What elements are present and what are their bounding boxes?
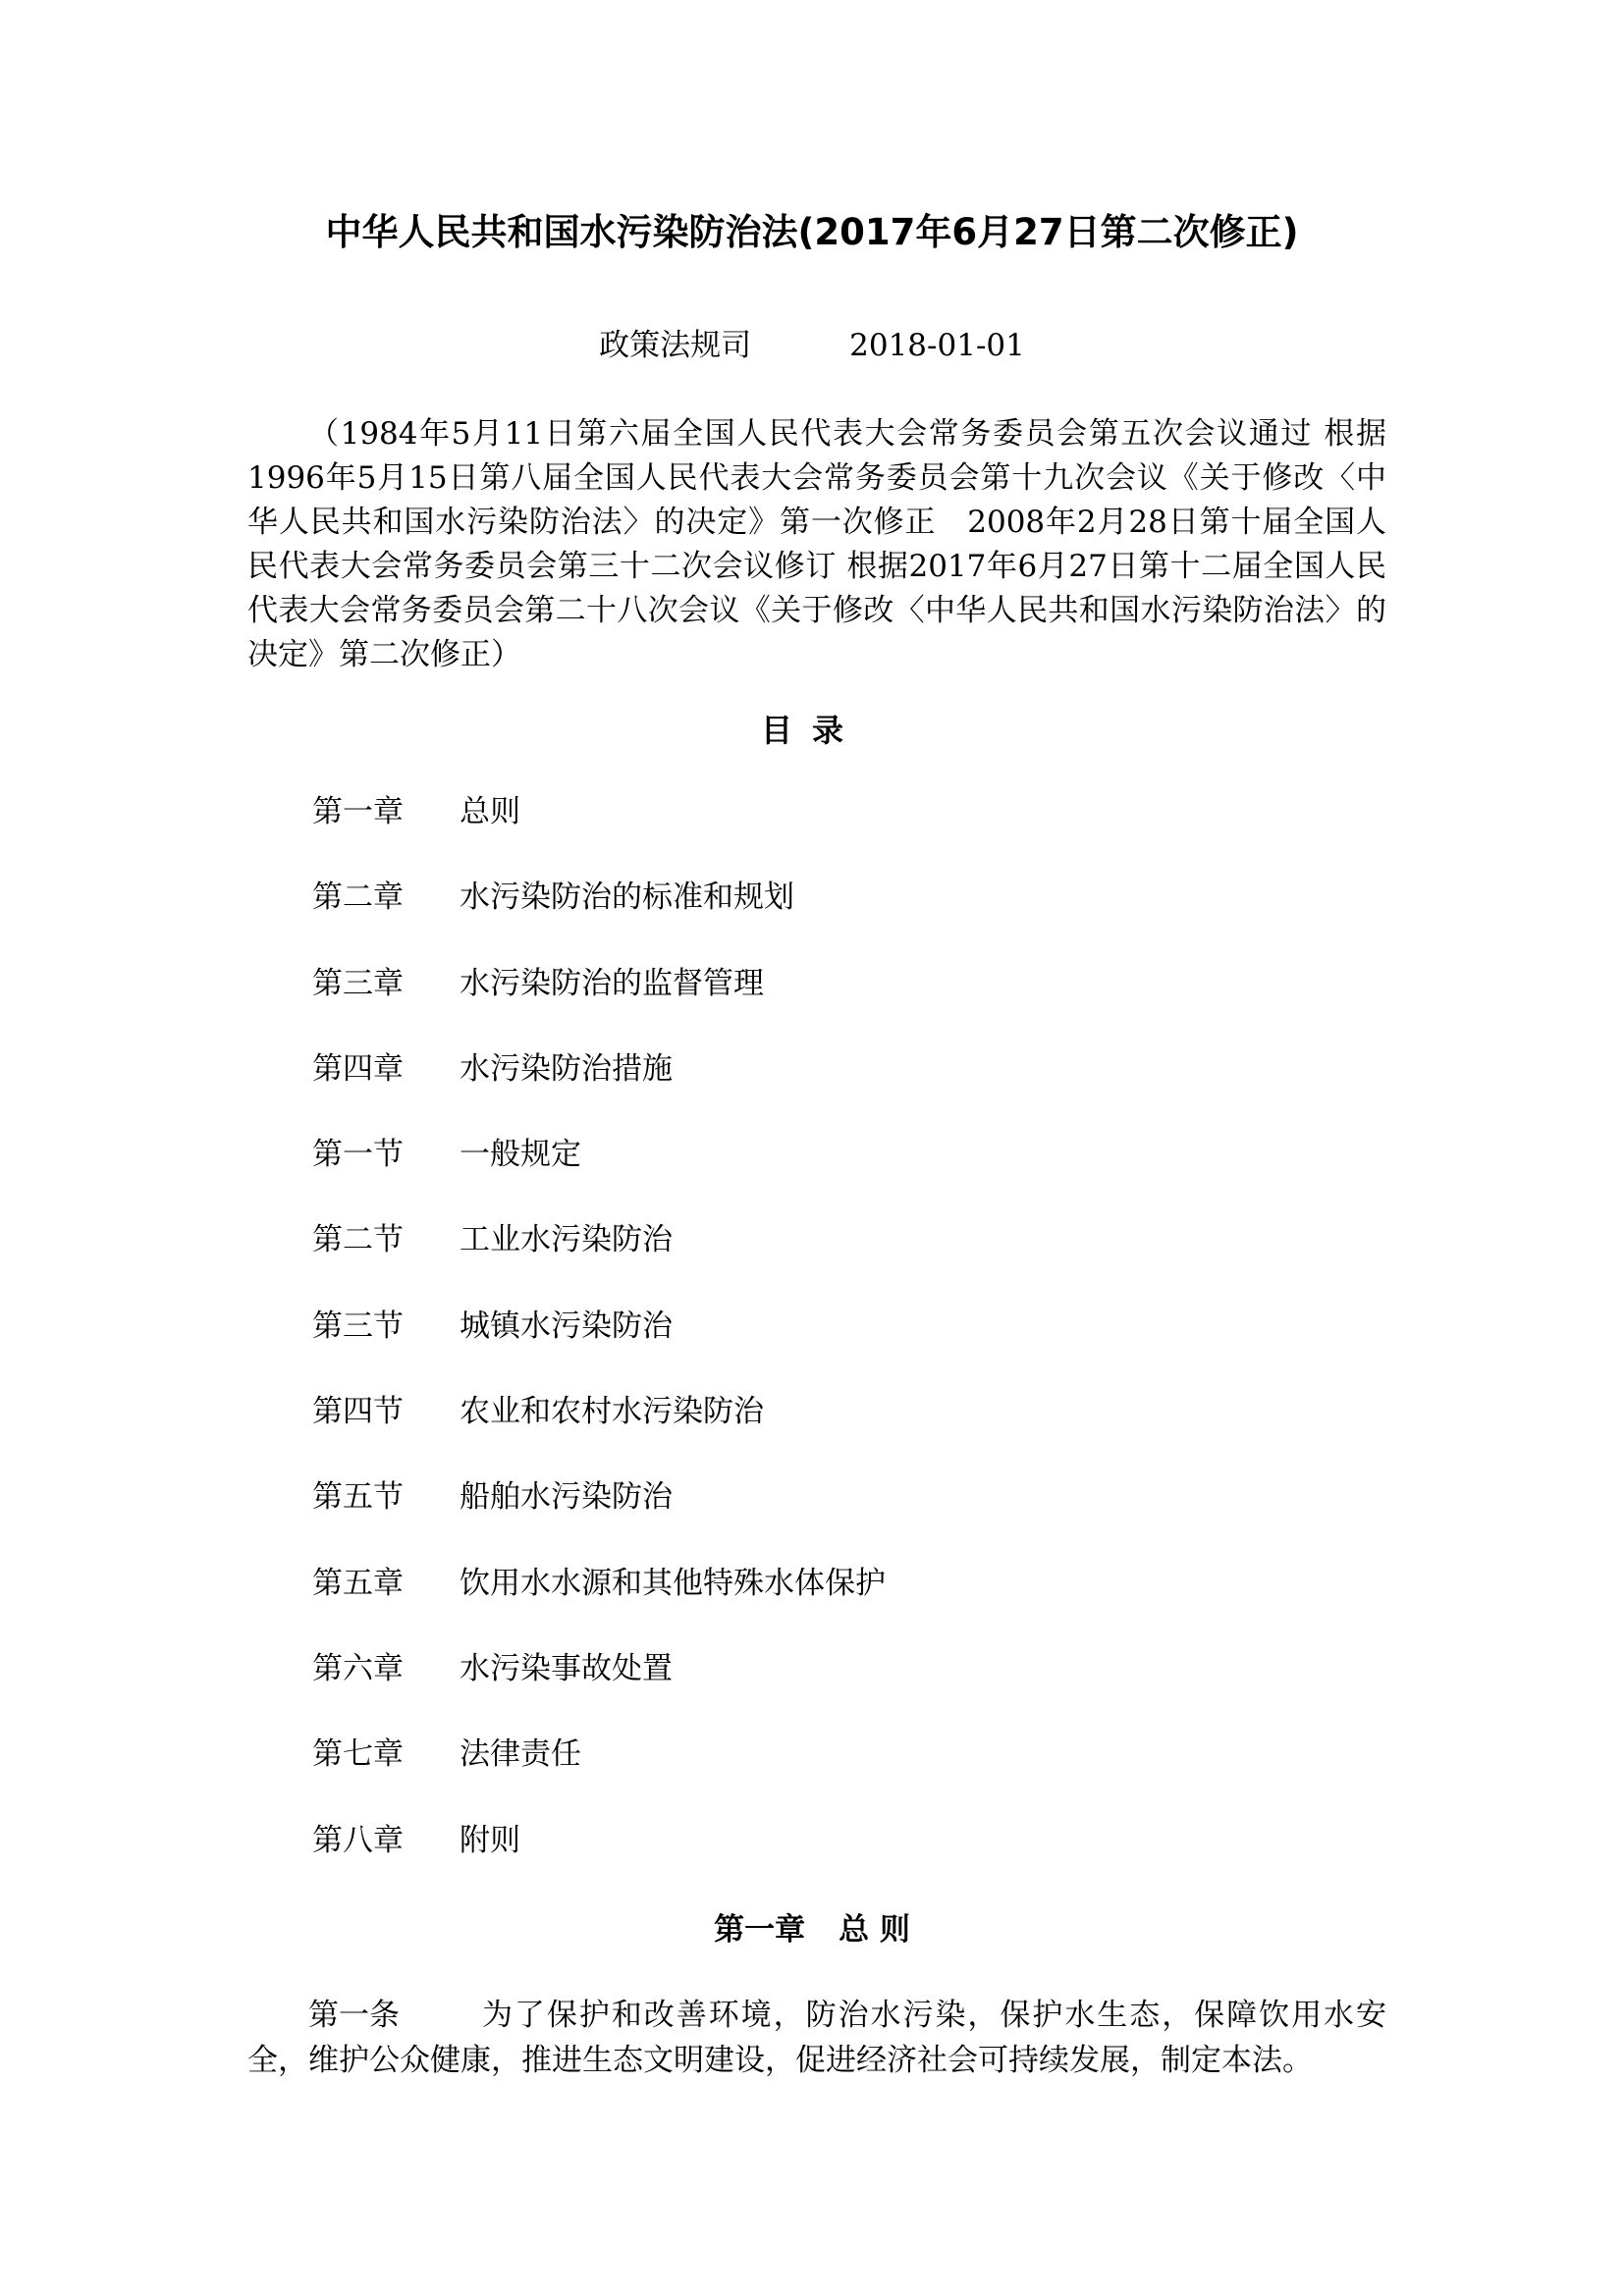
toc-item-label: 总则 bbox=[460, 794, 520, 829]
toc-item bbox=[312, 876, 1294, 961]
toc-item bbox=[312, 1562, 1294, 1647]
document-source: 政策法规司 bbox=[599, 328, 752, 363]
toc-item-label: 工业水污染防治 bbox=[460, 1222, 673, 1258]
toc-item-number: 第八章 bbox=[312, 1822, 404, 1858]
toc-item-number: 第一章 bbox=[312, 794, 404, 829]
toc-title: 目录 bbox=[760, 712, 863, 749]
toc-item bbox=[312, 1305, 1294, 1390]
chapter-number: 第一章 bbox=[714, 1912, 806, 1948]
toc-item-number: 第四章 bbox=[312, 1050, 404, 1087]
toc-item-number: 第七章 bbox=[312, 1736, 404, 1773]
amendment-history: （1984年5月11日第六届全国人民代表大会常务委员会第五次会议通过 根据1996年5月15日第八届全国人民代表大会常务委员会第十九次会议《关于修改〈中华人民共和国水污染防治法〉的决定》第一次修正 2008年2月28日第十届全国人民代表大会常务委员会第三十二次会议修订 根据2017年6月27日第十二届全国人民代表大会常务委员会第二十八次会议《关于修改〈中华人民共和国水污染防治法〉的决定》第二次修正） bbox=[247, 416, 1386, 672]
toc-item bbox=[312, 962, 1294, 1047]
toc-item-number: 第六章 bbox=[312, 1650, 404, 1686]
toc-item-label: 城镇水污染防治 bbox=[460, 1308, 673, 1344]
toc-item-label: 一般规定 bbox=[460, 1137, 581, 1173]
toc-item-label: 水污染防治措施 bbox=[460, 1050, 673, 1087]
toc-item-number: 第二节 bbox=[312, 1222, 404, 1258]
toc-item-label: 船舶水污染防治 bbox=[460, 1479, 673, 1516]
article-text: 为了保护和改善环境，防治水污染，保护水生态，保障饮用水安全，维护公众健康，推进生态文明建设，促进经济社会可持续发展，制定本法。 bbox=[247, 1998, 1386, 2078]
toc-item-number: 第五章 bbox=[312, 1565, 404, 1601]
toc-item-number: 第一节 bbox=[312, 1137, 404, 1173]
chapter-heading bbox=[0, 1908, 1624, 1951]
toc-item-label: 农业和农村水污染防治 bbox=[460, 1394, 764, 1430]
toc-item-label: 水污染防治的监督管理 bbox=[460, 965, 764, 1001]
toc-item bbox=[312, 1047, 1294, 1133]
toc-item-label: 法律责任 bbox=[460, 1736, 581, 1773]
toc-item-number: 第五节 bbox=[312, 1479, 404, 1516]
document-meta bbox=[0, 324, 1624, 367]
document-title: 中华人民共和国水污染防治法(2017年6月27日第二次修正) bbox=[325, 211, 1299, 253]
toc-item-label: 饮用水水源和其他特殊水体保护 bbox=[460, 1565, 886, 1601]
toc-item bbox=[312, 1733, 1294, 1818]
toc-item bbox=[312, 1133, 1294, 1218]
chapter-title: 总 则 bbox=[839, 1912, 910, 1948]
article-paragraph bbox=[247, 1993, 1386, 2083]
article-number: 第一条 bbox=[308, 1998, 400, 2033]
toc-item-label: 水污染防治的标准和规划 bbox=[460, 880, 794, 916]
toc-item bbox=[312, 790, 1294, 876]
document-date: 2018-01-01 bbox=[849, 328, 1025, 363]
toc-item-number: 第二章 bbox=[312, 880, 404, 916]
table-of-contents bbox=[312, 790, 1294, 1904]
toc-item bbox=[312, 1475, 1294, 1561]
toc-item-number: 第四节 bbox=[312, 1394, 404, 1430]
toc-item-label: 附则 bbox=[460, 1822, 520, 1858]
toc-item-number: 第三章 bbox=[312, 965, 404, 1001]
toc-item bbox=[312, 1218, 1294, 1304]
toc-item bbox=[312, 1647, 1294, 1733]
toc-item bbox=[312, 1390, 1294, 1475]
toc-item bbox=[312, 1819, 1294, 1904]
toc-item-label: 水污染事故处置 bbox=[460, 1650, 673, 1686]
toc-item-number: 第三节 bbox=[312, 1308, 404, 1344]
